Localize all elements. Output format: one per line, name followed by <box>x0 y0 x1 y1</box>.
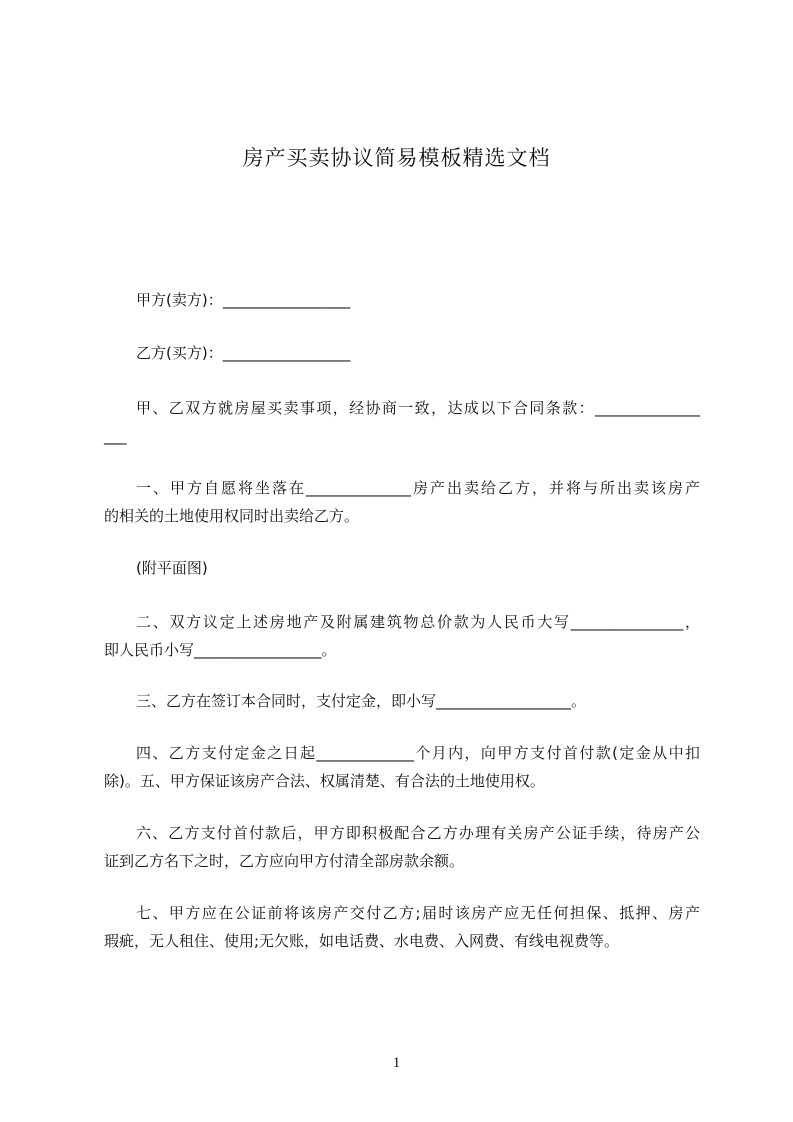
buyer-line: 乙方(买方)：_________________ <box>136 344 351 362</box>
seller-line: 甲方(卖方)：_________________ <box>136 291 351 309</box>
clause-4-line-2: 除)。五、甲方保证该房产合法、权属清楚、有合法的土地使用权。 <box>104 772 545 790</box>
page-number: 1 <box>392 1055 401 1071</box>
document-title: 房产买卖协议简易模板精选文档 <box>242 146 551 170</box>
clause-4-line-1: 四、乙方支付定金之日起_____________个月内，向甲方支付首付款(定金从中扣 <box>136 744 700 762</box>
clause-2-line-1: 二、双方议定上述房地产及附属建筑物总价款为人民币大写_______________， <box>136 613 700 631</box>
clause-7-line-1: 七、甲方应在公证前将该房产交付乙方;届时该房产应无任何担保、抵押、房产 <box>136 904 700 922</box>
clause-7-line-2: 瑕疵，无人租住、使用;无欠账，如电话费、水电费、入网费、有线电视费等。 <box>104 932 620 950</box>
clause-2-line-2: 即人民币小写_________________。 <box>104 641 337 659</box>
preamble-line-2: ___ <box>104 427 127 445</box>
clause-3: 三、乙方在签订本合同时，支付定金，即小写__________________。 <box>136 692 587 710</box>
clause-6-line-2: 证到乙方名下之时，乙方应向甲方付清全部房款余额。 <box>104 852 465 870</box>
clause-1-line-2: 的相关的土地使用权同时出卖给乙方。 <box>104 507 360 525</box>
clause-1-line-1: 一、甲方自愿将坐落在______________房产出卖给乙方，并将与所出卖该房产 <box>136 479 700 497</box>
floor-plan-note: (附平面图) <box>136 559 208 577</box>
preamble-line-1: 甲、乙双方就房屋买卖事项，经协商一致，达成以下合同条款：______________ <box>136 399 700 417</box>
clause-6-line-1: 六、乙方支付首付款后，甲方即积极配合乙方办理有关房产公证手续，待房产公 <box>136 824 700 842</box>
